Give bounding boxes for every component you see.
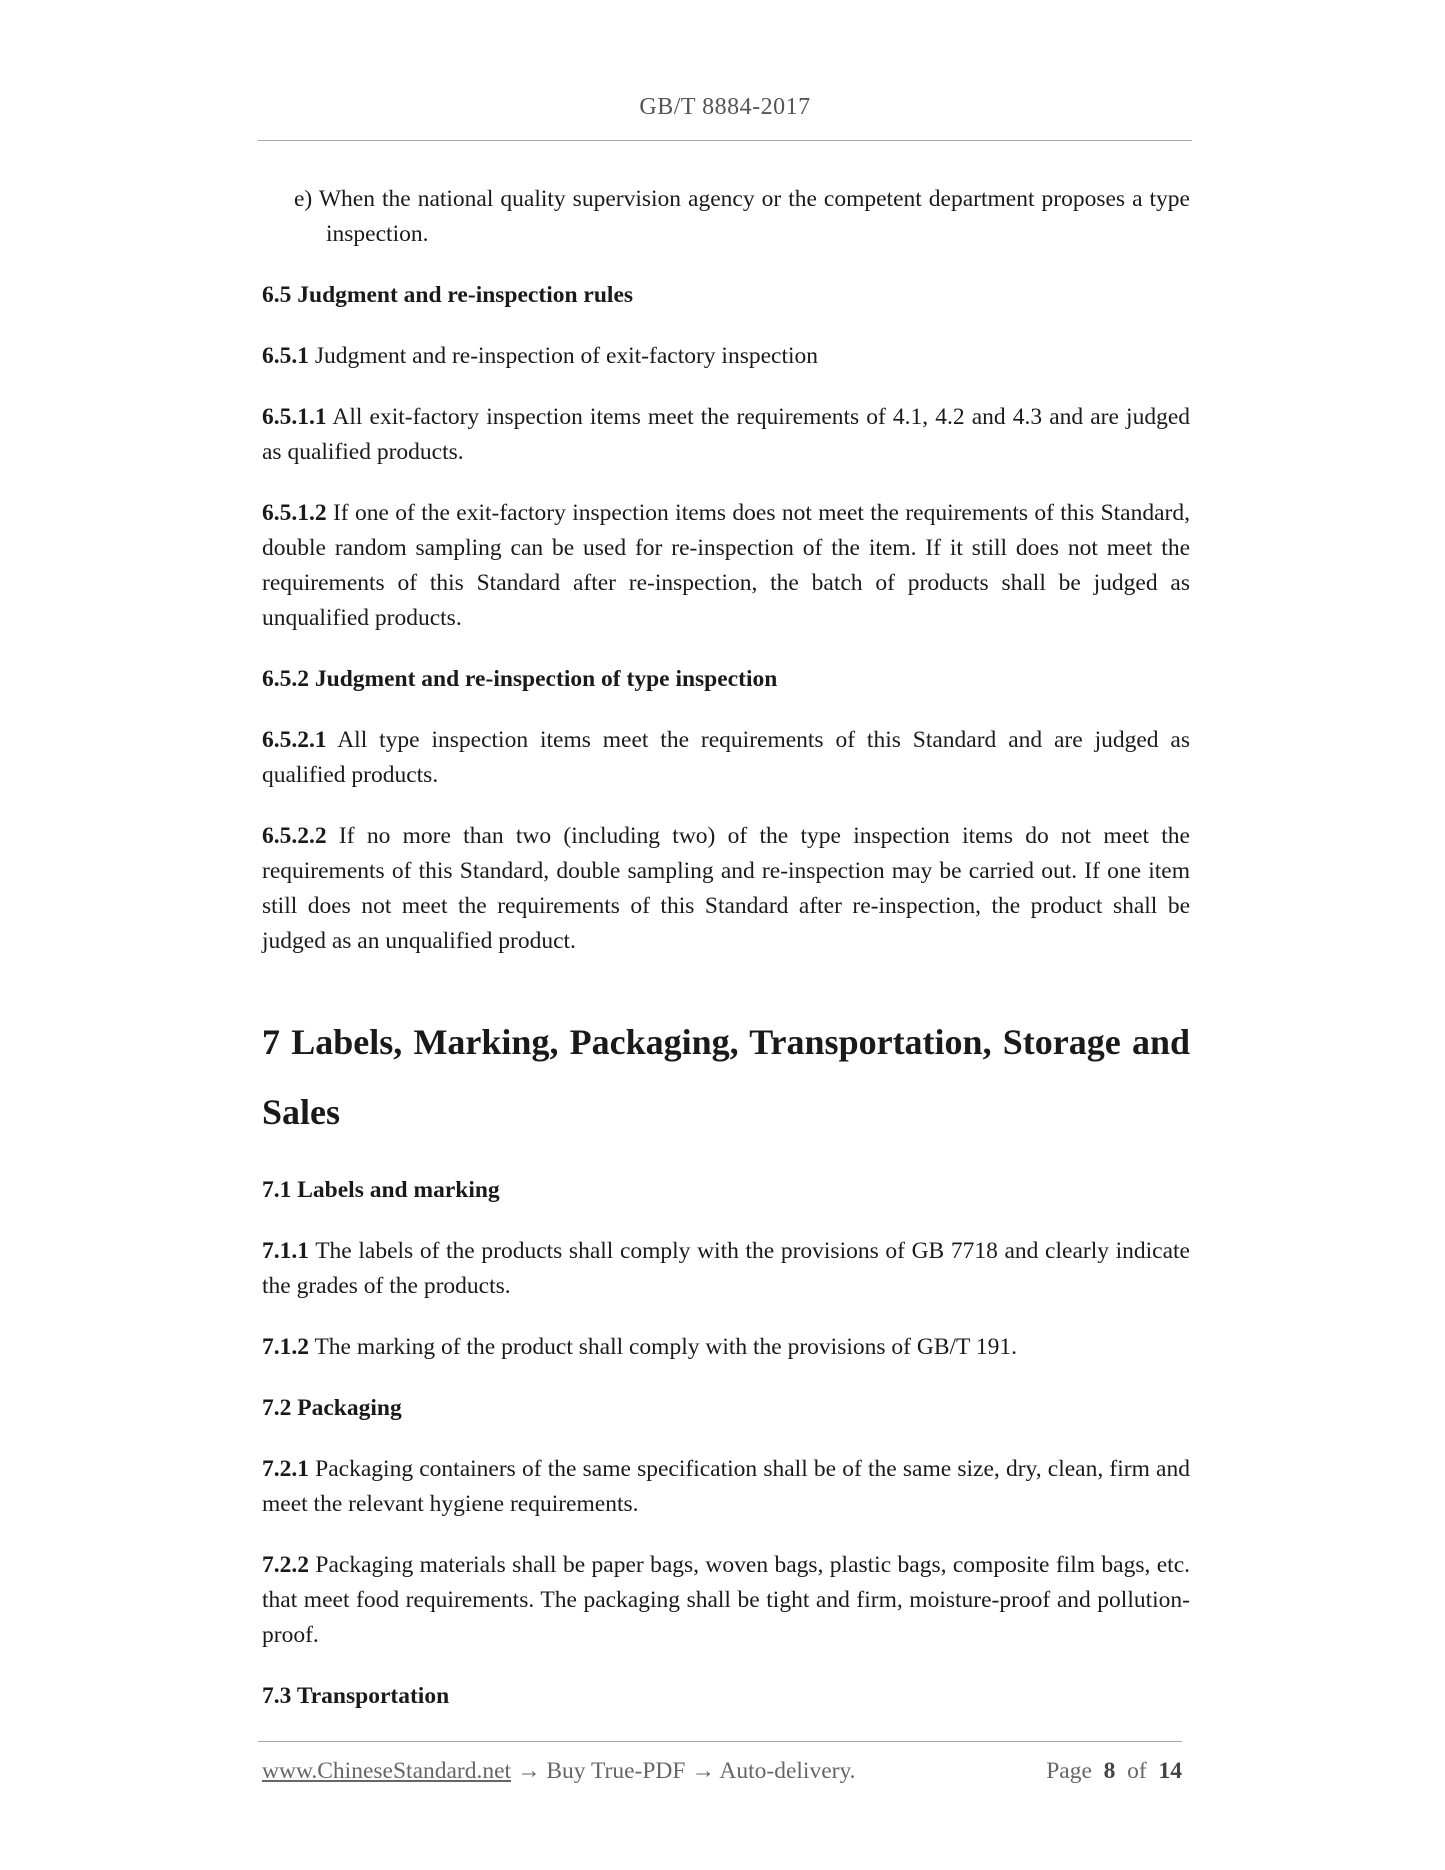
clause-7-2-2 — [262, 1548, 1190, 1653]
page-footer — [262, 1758, 1182, 1785]
clause-text: Packaging containers of the same specification shall be of the same size, dry, clean, firm and meet the relevant hygiene requirements. — [262, 1456, 1190, 1517]
clause-number: 7.2.2 — [262, 1552, 309, 1578]
heading-7-1: 7.1 Labels and marking — [262, 1177, 500, 1203]
clause-text: Packaging materials shall be paper bags, woven bags, plastic bags, composite film bags, etc. that meet food requirements. The packaging shall be tight and firm, moisture-proof and pollution-proof. — [262, 1552, 1190, 1648]
page-total: 14 — [1158, 1758, 1182, 1784]
heading-7: 7 Labels, Marking, Packaging, Transportation, Storage and Sales — [262, 1022, 1190, 1132]
clause-6-5-1-1 — [262, 400, 1190, 470]
clause-6-5-1-2 — [262, 496, 1190, 636]
clause-6-5-2-2 — [262, 819, 1190, 959]
heading-6-5-2: 6.5.2 Judgment and re-inspection of type inspection — [262, 666, 778, 692]
clause-number: 7.1.2 — [262, 1334, 309, 1360]
clause-7-1-1 — [262, 1234, 1190, 1304]
page-header-title: GB/T 8884-2017 — [639, 94, 811, 120]
clause-text: If one of the exit-factory inspection items does not meet the requirements of this Standard, double random sampling can be used for re-inspection of the item. If it still does not meet the requirements of this Standard after re-inspection, the batch of products shall be judged as unqualified products. — [262, 500, 1190, 631]
page-number — [1046, 1758, 1182, 1785]
page-of: of — [1127, 1758, 1147, 1784]
document-body — [262, 182, 1190, 1714]
clause-text: All exit-factory inspection items meet the requirements of 4.1, 4.2 and 4.3 and are judged as qualified products. — [262, 404, 1190, 465]
clause-6-5-2-1 — [262, 723, 1190, 793]
clause-text: The labels of the products shall comply with the provisions of GB 7718 and clearly indicate the grades of the products. — [262, 1238, 1190, 1299]
heading-6-5: 6.5 Judgment and re-inspection rules — [262, 282, 634, 308]
clause-6-5-1 — [262, 339, 1190, 374]
clause-number: 6.5.2.1 — [262, 727, 327, 753]
clause-number: 6.5.2.2 — [262, 823, 327, 849]
clause-number: 7.2.1 — [262, 1456, 309, 1482]
clause-number: 6.5.1 — [262, 343, 309, 369]
header-divider — [258, 140, 1192, 141]
clause-number: 6.5.1.2 — [262, 500, 327, 526]
clause-7-1-2 — [262, 1330, 1190, 1365]
list-item-e: e) When the national quality supervision agency or the competent department proposes a type inspection. — [294, 186, 1190, 247]
site-link[interactable]: www.ChineseStandard.net — [262, 1758, 512, 1784]
clause-number: 7.1.1 — [262, 1238, 309, 1264]
clause-text: If no more than two (including two) of the type inspection items do not meet the requirements of this Standard, double sampling and re-inspection may be carried out. If one item still does not meet the requirements of this Standard after re-inspection, the product shall be judged as an unqualified product. — [262, 823, 1190, 954]
page-label: Page — [1046, 1758, 1092, 1784]
clause-text: All type inspection items meet the requirements of this Standard and are judged as qualified products. — [262, 727, 1190, 788]
clause-number: 6.5.1.1 — [262, 404, 327, 430]
page-current: 8 — [1103, 1758, 1116, 1784]
clause-text: The marking of the product shall comply with the provisions of GB/T 191. — [309, 1334, 1017, 1360]
buy-text: → Buy True-PDF → Auto-delivery. — [511, 1758, 856, 1784]
heading-7-3: 7.3 Transportation — [262, 1683, 450, 1709]
heading-7-2: 7.2 Packaging — [262, 1395, 402, 1421]
clause-text: Judgment and re-inspection of exit-factory inspection — [309, 343, 819, 369]
footer-promo — [262, 1758, 856, 1785]
footer-divider — [258, 1741, 1182, 1742]
clause-7-2-1 — [262, 1452, 1190, 1522]
